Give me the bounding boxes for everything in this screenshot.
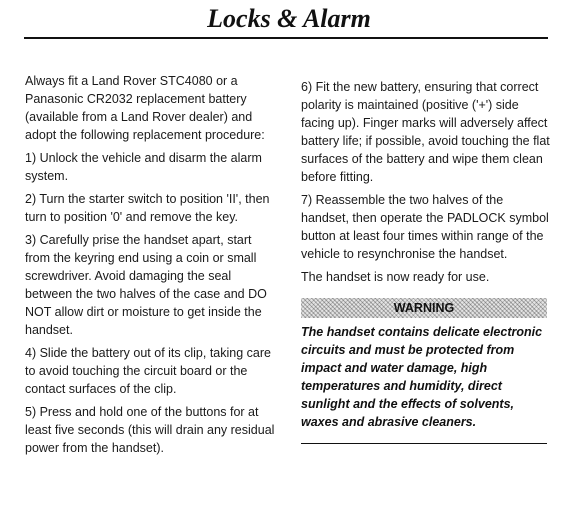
left-column: [25, 72, 277, 462]
step-5-paragraph: 5) Press and hold one of the buttons for at least five seconds (this will drain any residual power from the handset).: [25, 405, 275, 455]
page-title: Locks & Alarm: [207, 4, 371, 33]
right-column: [301, 78, 551, 444]
step-2-paragraph: 2) Turn the starter switch to position 'II', then turn to position '0' and remove the key.: [25, 192, 270, 224]
step-6-paragraph: 6) Fit the new battery, ensuring that correct polarity is maintained (positive ('+') side facing up). Finger marks will adversely affect battery life; if possible, avoid touching the flat surfaces of the battery and wipe them clean before fitting.: [301, 80, 550, 184]
title-divider: [24, 37, 548, 39]
step-7-paragraph: 7) Reassemble the two halves of the handset, then operate the PADLOCK symbol button at least four times within range of the vehicle to resynchronise the handset.: [301, 193, 549, 261]
warning-box: [301, 298, 547, 444]
ready-paragraph: The handset is now ready for use.: [301, 270, 490, 284]
warning-label: WARNING: [393, 301, 455, 315]
step-1-paragraph: 1) Unlock the vehicle and disarm the alarm system.: [25, 151, 262, 183]
warning-header: [301, 298, 547, 318]
warning-divider: [301, 443, 547, 444]
warning-text: The handset contains delicate electronic circuits and must be protected from impact and water damage, high temperatures and humidity, direct sunlight and the effects of solvents, waxes and abrasive cleaners.: [301, 325, 543, 429]
step-4-paragraph: 4) Slide the battery out of its clip, taking care to avoid touching the circuit board or the contact surfaces of the clip.: [25, 346, 271, 396]
intro-paragraph: Always fit a Land Rover STC4080 or a Panasonic CR2032 replacement battery (available from a Land Rover dealer) and adopt the following replacement procedure:: [25, 74, 265, 142]
step-3-paragraph: 3) Carefully prise the handset apart, start from the keyring end using a coin or small screwdriver. Avoid damaging the seal between the two halves of the case and DO NOT allow dirt or moisture to get inside the handset.: [25, 233, 267, 337]
